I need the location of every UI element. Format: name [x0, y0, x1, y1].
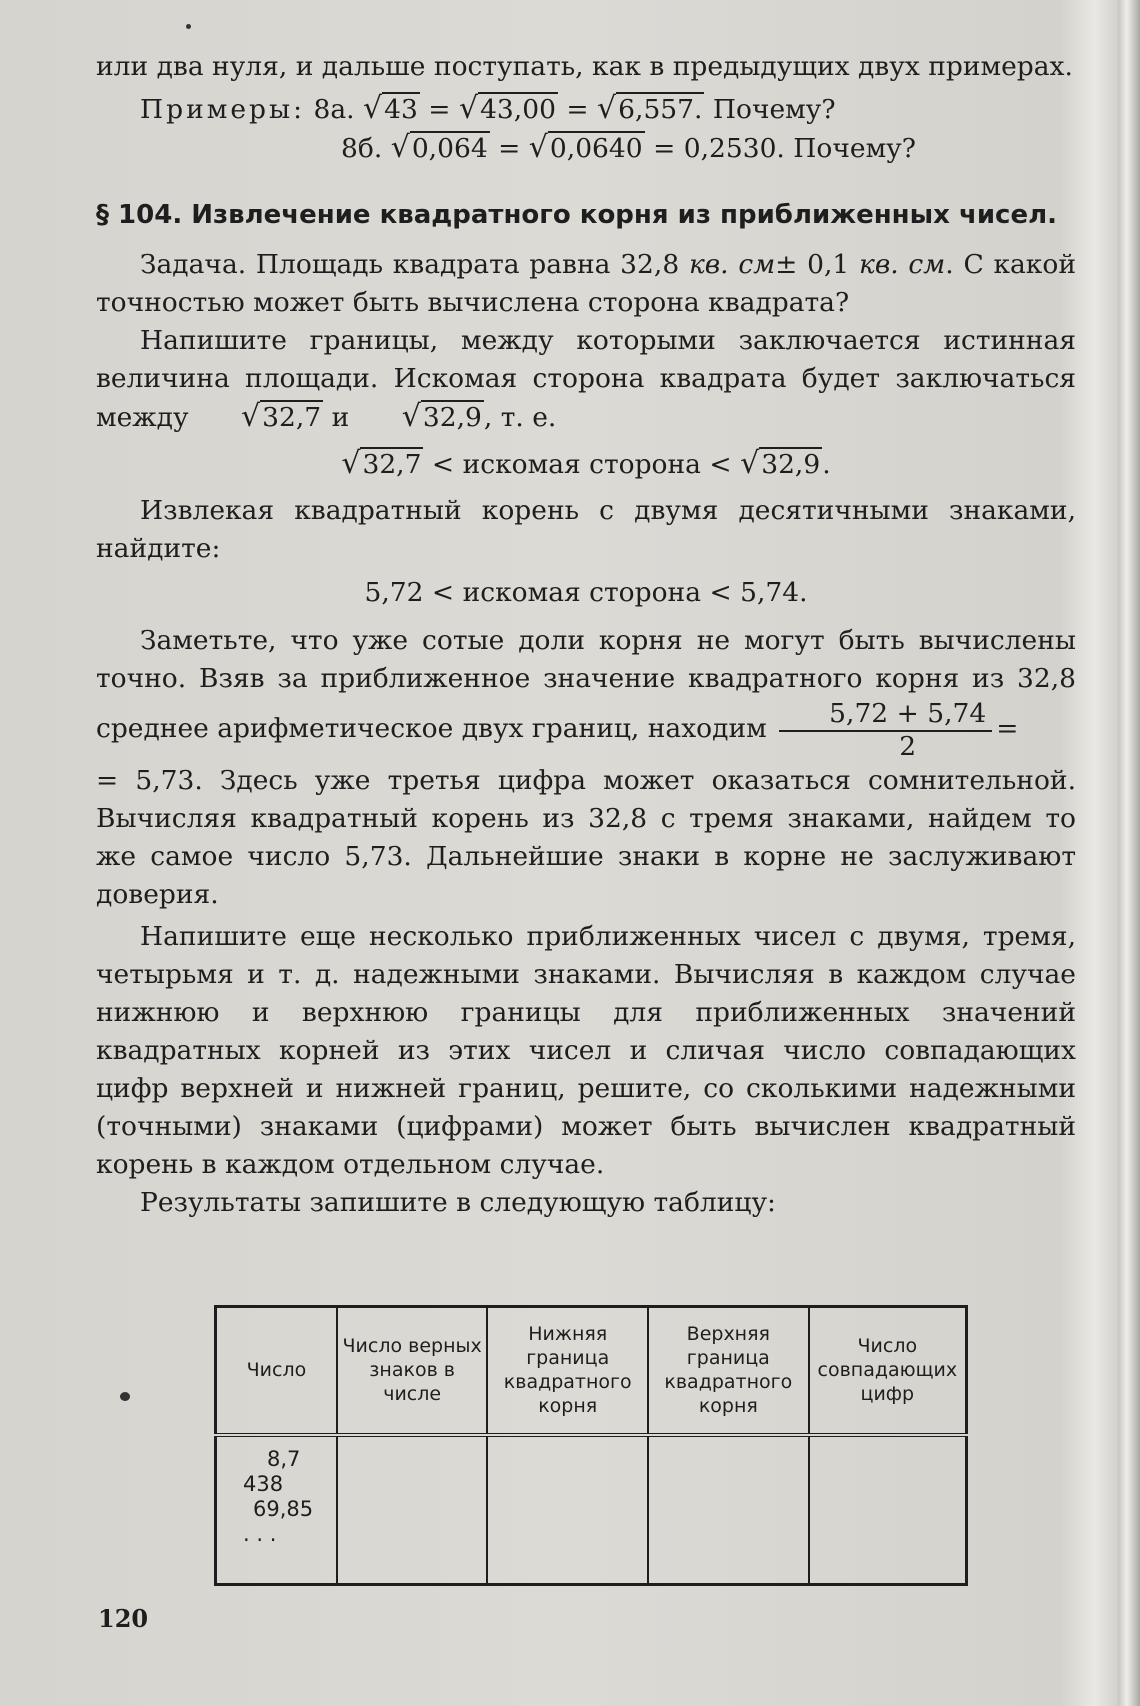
page-text: [96, 48, 1076, 1222]
table-header-row: [216, 1307, 967, 1435]
page-edge: [1118, 0, 1140, 1706]
radical: √0,064: [390, 130, 488, 165]
radical: √43: [362, 91, 418, 126]
mean-fraction: $\frac{5,72 + 5,74}{2}$: [779, 698, 992, 762]
header-lower-bound: Нижняя граница квадратного корня: [487, 1307, 648, 1435]
header-number: Число: [216, 1307, 337, 1435]
mean-paragraph: Заметьте, что уже сотые доли корня не могут быть вычислены точно. Взяв за приближенное значение квадратного корня из 32,8 среднее арифметическое двух границ, находим $\frac{5,72 + 5,74}{2}$ =: [96, 625, 1076, 762]
table-intro: Результаты запишите в следующую таблицу:: [140, 1187, 776, 1218]
example-8b: 8б. √0,064 = √0,0640 = 0,2530. Почему?: [96, 129, 1076, 168]
paragraph-continuation: или два нуля, и дальше поступать, как в предыдущих двух примерах.: [96, 51, 1073, 82]
empty-cell: [648, 1435, 809, 1585]
ink-speck: [186, 24, 191, 29]
header-matching-digits: Число совпадающих цифр: [809, 1307, 967, 1435]
numbers-cell: 8,7 438 69,85 . . .: [216, 1435, 337, 1585]
example-number: 8б.: [341, 133, 383, 164]
header-upper-bound: Верхняя граница квадратного корня: [648, 1307, 809, 1435]
mean-paragraph-continued: = 5,73. Здесь уже третья цифра может оказаться сомнительной. Вычисляя квадратный корень из 32,8 с тремя знаками, найдем то же самое число 5,73. Дальнейшие знаки в корне не заслуживают доверия.: [96, 765, 1076, 910]
section-heading: § 104. Извлечение квадратного корня из приближенных чисел.: [96, 200, 1058, 230]
bounds-paragraph: Напишите границы, между которыми заключается истинная величина площади. Искомая сторона квадрата будет заключаться между √32,7 и √32,9, т. е.: [96, 322, 1076, 437]
page-number: 120: [98, 1604, 149, 1633]
question-text: Почему?: [793, 133, 916, 164]
radical: √0,0640: [528, 130, 643, 165]
examples-label: Примеры:: [140, 94, 306, 125]
radical: √32,9: [401, 399, 482, 434]
header-reliable-digits: Число верных знаков в числе: [337, 1307, 488, 1435]
example-number: 8а.: [313, 94, 355, 125]
empty-cell: [337, 1435, 488, 1585]
radical: √43,00: [458, 91, 556, 126]
results-table: [214, 1305, 968, 1586]
example-8a: Примеры: 8а. √43 = √43,00 = √6,557. Почему?: [96, 90, 1076, 129]
exercise-paragraph: Напишите еще несколько приближенных чисел с двумя, тремя, четырьмя и т. д. надежными знаками. Вычисляя в каждом случае нижнюю и верхнюю границы для приближенных значений квадратных корней из этих чисел и сличая число совпадающих цифр верхней и нижней границ, решите, со сколькими надежными (точными) знаками (цифрами) может быть вычислен квадратный корень в каждом отдельном случае.: [96, 921, 1076, 1180]
empty-cell: [809, 1435, 967, 1585]
inequality-roots: √32,7 < искомая сторона < √32,9.: [341, 446, 831, 481]
examples-block: [96, 90, 1076, 168]
inequality-values: 5,72 < искомая сторона < 5,74.: [364, 577, 808, 608]
table-row: [216, 1435, 967, 1585]
ink-speck: [120, 1392, 130, 1401]
question-text: Почему?: [712, 94, 836, 125]
extract-paragraph: Извлекая квадратный корень с двумя десятичными знаками, найдите:: [96, 495, 1076, 564]
task-paragraph: Задача. Площадь квадрата равна 32,8 кв. см± 0,1 кв. см. С какой точностью может быть вычислена сторона квадрата?: [96, 249, 1076, 318]
radical: √6,557.: [597, 91, 703, 126]
empty-cell: [487, 1435, 648, 1585]
radical: √32,7: [241, 399, 322, 434]
